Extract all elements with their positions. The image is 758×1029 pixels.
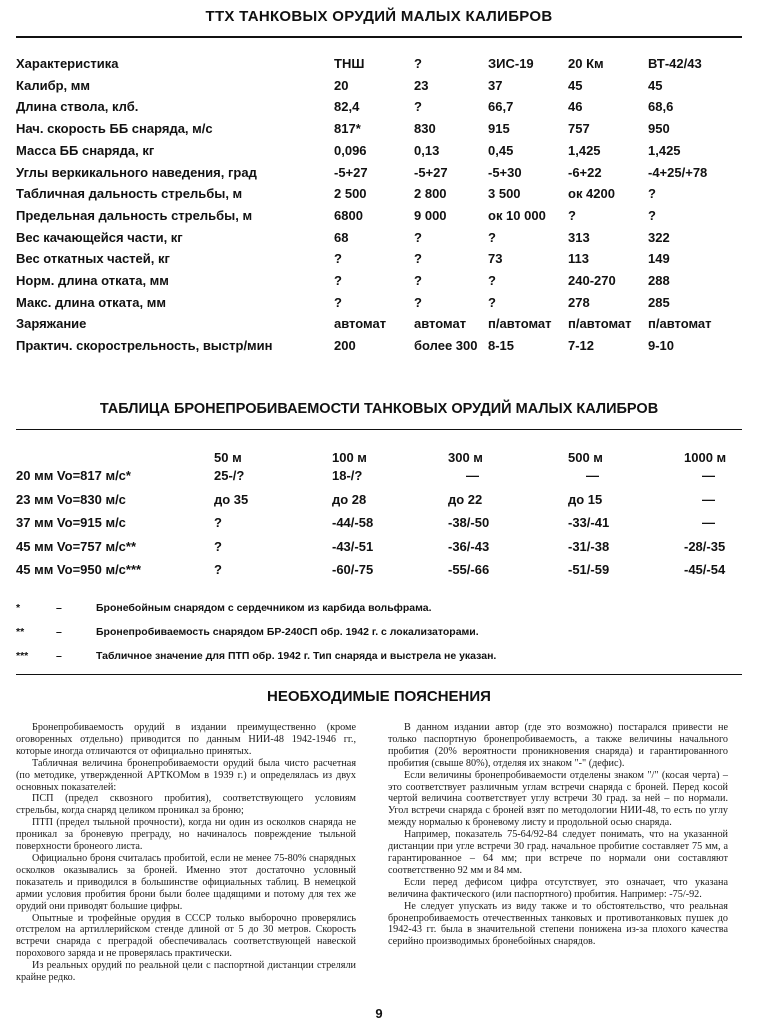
spec-cell: 37 — [488, 77, 503, 93]
spec-cell: автомат — [414, 316, 467, 332]
penetration-cell: -51/-59 — [568, 562, 610, 577]
penetration-cell: 25-/? — [214, 468, 245, 483]
penetration-label: 23 мм Vo=830 м/с — [16, 491, 126, 507]
penetration-cell: до 15 — [568, 491, 603, 507]
spec-label: Масса ББ снаряда, кг — [16, 142, 155, 158]
footnote-dash: – — [56, 602, 62, 614]
penetration-cell: -45/-54 — [684, 562, 726, 577]
title-rule — [16, 36, 742, 38]
footnote-mark: *** — [16, 650, 29, 662]
spec-cell: 20 — [334, 77, 349, 93]
spec-label: Углы веркикального наведения, град — [16, 164, 257, 180]
spec-cell: 757 — [568, 121, 590, 137]
spec-cell: ? — [334, 294, 342, 310]
page-number: 9 — [375, 1006, 383, 1021]
spec-cell: ? — [414, 99, 422, 115]
penetration-cell: -31/-38 — [568, 538, 610, 554]
penetration-header-cell: 1000 м — [684, 450, 727, 465]
penetration-label: 20 мм Vo=817 м/с* — [16, 468, 131, 483]
penetration-cell: — — [586, 468, 599, 483]
paragraph: ПТП (предел тыльной прочности), когда ни один из осколков снаряда не проникал за броневую преграду, но начиналось повреждение тыльной поверхности бронеого листа. — [16, 817, 356, 853]
spec-cell: 950 — [648, 121, 670, 137]
spec-cell: 20 Км — [568, 56, 604, 71]
spec-label: Калибр, мм — [16, 77, 91, 93]
spec-cell: ок 4200 — [568, 186, 615, 202]
penetration-cell: — — [702, 491, 715, 507]
spec-cell: 149 — [648, 251, 670, 267]
penetration-cell: до 22 — [448, 491, 483, 507]
spec-cell: ВТ-42/43 — [648, 56, 702, 71]
spec-cell: ? — [568, 207, 576, 223]
spec-label: Табличная дальность стрельбы, м — [16, 186, 243, 202]
spec-cell: 313 — [568, 229, 590, 245]
paragraph: Не следует упускать из виду также и то обстоятельство, что реальная бронепробиваемость отечественных танковых и противотанковых пушек до 1942-43 гг. была в значительной степени понижена из-за плохого качества серийно производимых бронебойных снарядов. — [388, 900, 728, 948]
spec-cell: 278 — [568, 294, 590, 310]
spec-cell: -6+22 — [568, 164, 602, 180]
paragraph: Официально броня считалась пробитой, если не менее 75-80% снарядных осколков оказывались за броней. Именно этот достаточно условный показатель и приводился в большинстве официальных таблиц. В немецкой армии условия пробития брони были более щадящими и потому для тех же орудий они приводят большие цифры. — [16, 852, 356, 912]
paragraph: Если величины бронепробиваемости отделены знаком "/" (косая черта) – это соответствует различным углам встречи снаряда с броней. Перед косой чертой величина соответствует углу встречи 30 град. за ней – по нормали. Угол встречи снаряда с броней взят по методологии НИИ-48, то есть по углу между нормалью к броневому листу и продольной осью снаряда. — [388, 769, 728, 829]
spec-cell: ? — [488, 273, 496, 288]
spec-cell: 0,13 — [414, 142, 440, 158]
penetration-cell: 18-/? — [332, 468, 363, 483]
footnote-text: Табличное значение для ПТП обр. 1942 г. Тип снаряда и выстрела не указан. — [96, 650, 497, 662]
spec-label: Практич. скорострельность, выстр/мин — [16, 338, 273, 354]
explanations-rule — [16, 674, 742, 675]
explanations-title: НЕОБХОДИМЫЕ ПОЯСНЕНИЯ — [267, 688, 491, 705]
spec-label: Нач. скорость ББ снаряда, м/с — [16, 121, 213, 137]
spec-cell: 1,425 — [648, 142, 681, 158]
spec-cell: 200 — [334, 338, 356, 354]
penetration-header-cell: 300 м — [448, 450, 483, 465]
spec-cell: 82,4 — [334, 99, 360, 115]
spec-cell: 73 — [488, 251, 503, 267]
paragraph: Если перед дефисом цифра отсутствует, это означает, что указана величина фактического (или паспортного) пробития. Например: -75/-92. — [388, 876, 728, 900]
spec-cell: 9-10 — [648, 338, 675, 354]
spec-cell: 6800 — [334, 207, 363, 223]
penetration-table-title: ТАБЛИЦА БРОНЕПРОБИВАЕМОСТИ ТАНКОВЫХ ОРУДИЙ МАЛЫХ КАЛИБРОВ — [99, 401, 659, 417]
spec-cell: 66,7 — [488, 99, 514, 115]
spec-cell: 46 — [568, 99, 583, 115]
paragraph: Бронепробиваемость орудий в издании преимущественно (кроме оговоренных отдельно) приводится по данным НИИ-48 1942-1946 гг., которые иногда отличаются от официально принятых. — [16, 722, 356, 757]
penetration-label: 45 мм Vo=950 м/с*** — [16, 562, 142, 577]
spec-cell: ? — [648, 207, 656, 223]
spec-cell: 0,096 — [334, 142, 367, 158]
paragraph: В данном издании автор (где это возможно) постарался привести не только паспортную бронепробиваемость, а также величины начального пробития (20% вероятности проникновения снаряда) и гарантированного пробития (свыше 80%), отделяя их знаком "-" (дефис). — [388, 722, 728, 769]
spec-label: Заряжание — [16, 316, 87, 332]
penetration-label: 45 мм Vo=757 м/с** — [16, 538, 137, 554]
spec-cell: 830 — [414, 121, 436, 137]
spec-cell: 2 800 — [414, 186, 447, 202]
spec-cell: 8-15 — [488, 338, 515, 354]
paragraph: Табличная величина бронепробиваемости орудий была чисто расчетная (по методике, утвержденной АРТКОМом в 1939 г.) и определялась из двух основных показателей: — [16, 757, 356, 793]
spec-cell: 7-12 — [568, 338, 595, 354]
penetration-cell: -28/-35 — [684, 538, 726, 554]
footnote-text: Бронебойным снарядом с сердечником из карбида вольфрама. — [96, 602, 432, 614]
footnote-mark: ** — [16, 626, 25, 638]
spec-cell: ? — [488, 294, 496, 310]
paragraph: Опытные и трофейные орудия в СССР только выборочно проверялись отстрелом на артиллерийском стенде длиной от 5 до 30 метров. Скорость встречи снаряда с преградой обеспечивалась соответствующей навеской порохового заряда и не проверялась практически. — [16, 912, 356, 960]
spec-cell: п/автомат — [488, 316, 552, 332]
penetration-cell: -44/-58 — [332, 515, 374, 530]
spec-cell: 240-270 — [568, 273, 616, 288]
spec-cell: ? — [414, 294, 422, 310]
penetration-label: 37 мм Vo=915 м/с — [16, 515, 126, 530]
spec-cell: ок 10 000 — [488, 207, 546, 223]
spec-label: Предельная дальность стрельбы, м — [16, 207, 253, 223]
penetration-cell: -60/-75 — [332, 562, 374, 577]
spec-cell: ЗИС-19 — [488, 56, 534, 71]
footnote-dash: – — [56, 650, 62, 662]
spec-cell: -4+25/+78 — [648, 164, 708, 180]
spec-cell: 3 500 — [488, 186, 521, 202]
penetration-cell: — — [702, 468, 715, 483]
spec-cell: 45 — [648, 77, 663, 93]
penetration-cell: -33/-41 — [568, 515, 610, 530]
penetration-header-cell: 50 м — [214, 450, 242, 465]
spec-cell: ? — [648, 186, 656, 202]
penetration-cell: -36/-43 — [448, 538, 490, 554]
paragraph: Например, показатель 75-64/92-84 следует понимать, что на указанной дистанции при угле встречи 30 град. начальное пробитие составляет 75 мм, а гарантированное – 64 мм; при встрече по нормали они составляют соответственно 92 мм и 84 мм. — [388, 829, 728, 876]
left-text-column — [16, 722, 356, 984]
footnote-dash: – — [56, 626, 62, 638]
spec-cell: 288 — [648, 273, 670, 288]
footnote-text: Бронепробиваемость снарядом БР-240СП обр. 1942 г. с локализаторами. — [96, 626, 479, 638]
spec-label: Норм. длина отката, мм — [16, 273, 169, 288]
spec-table-title: ТТХ ТАНКОВЫХ ОРУДИЙ МАЛЫХ КАЛИБРОВ — [205, 8, 553, 25]
penetration-cell: до 28 — [332, 491, 367, 507]
spec-label: Длина ствола, клб. — [16, 99, 139, 115]
spec-cell: ? — [488, 229, 496, 245]
penetration-cell: -55/-66 — [448, 562, 490, 577]
spec-cell: 0,45 — [488, 142, 514, 158]
spec-cell: -5+30 — [488, 164, 522, 180]
penetration-cell: до 35 — [214, 491, 249, 507]
spec-cell: 915 — [488, 121, 510, 137]
spec-cell: 113 — [568, 251, 589, 267]
spec-cell: -5+27 — [414, 164, 448, 180]
spec-cell: 45 — [568, 77, 583, 93]
spec-label: Макс. длина отката, мм — [16, 294, 166, 310]
spec-cell: 2 500 — [334, 186, 367, 202]
spec-cell: 68 — [334, 229, 349, 245]
spec-cell: 322 — [648, 229, 670, 245]
paragraph: Из реальных орудий по реальной цели с паспортной дистанции стреляли крайне редко. — [16, 960, 356, 984]
spec-cell: п/автомат — [568, 316, 632, 332]
spec-cell: п/автомат — [648, 316, 712, 332]
spec-cell: 817* — [334, 121, 361, 137]
spec-cell: ? — [334, 251, 342, 267]
spec-label: Вес откатных частей, кг — [16, 251, 170, 267]
spec-cell: более 300 — [414, 338, 478, 354]
penetration-cell: ? — [214, 562, 222, 577]
spec-cell: 285 — [648, 294, 670, 310]
paragraph: ПСП (предел сквозного пробития), соответствующего условиям стрельбы, когда снаряд целиком проникал за броню; — [16, 793, 356, 817]
right-text-column — [388, 722, 728, 948]
spec-cell: ? — [414, 229, 422, 245]
spec-cell: 9 000 — [414, 207, 447, 223]
spec-cell: ? — [414, 56, 422, 71]
penetration-cell: — — [702, 515, 715, 530]
spec-cell: ТНШ — [334, 56, 365, 71]
penetration-cell: ? — [214, 538, 222, 554]
spec-cell: 68,6 — [648, 99, 674, 115]
spec-label: Вес качающейся части, кг — [16, 229, 183, 245]
spec-cell: ? — [334, 273, 342, 288]
spec-cell: ? — [414, 251, 422, 267]
spec-cell: 1,425 — [568, 142, 601, 158]
penetration-header-cell: 100 м — [332, 450, 367, 465]
penetration-cell: -38/-50 — [448, 515, 490, 530]
spec-cell: 23 — [414, 77, 429, 93]
spec-cell: автомат — [334, 316, 387, 332]
spec-cell: -5+27 — [334, 164, 368, 180]
penetration-cell: -43/-51 — [332, 538, 374, 554]
footnote-mark: * — [16, 602, 21, 614]
spec-label: Характеристика — [16, 56, 119, 71]
penetration-cell: — — [466, 468, 479, 483]
penetration-header-cell: 500 м — [568, 450, 603, 465]
penetration-cell: ? — [214, 515, 222, 530]
penetration-title-rule — [16, 429, 742, 430]
spec-cell: ? — [414, 273, 422, 288]
